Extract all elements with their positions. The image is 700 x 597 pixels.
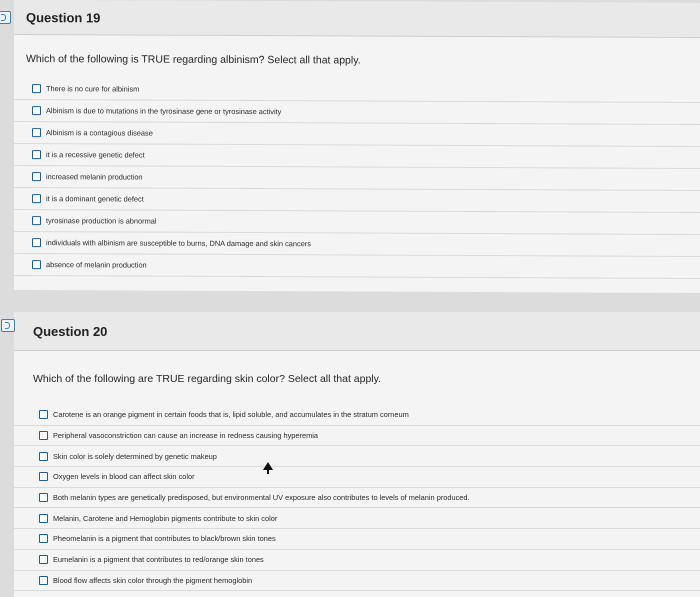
checkbox[interactable]	[39, 472, 48, 481]
checkbox[interactable]	[39, 514, 48, 523]
collapse-icon[interactable]	[1, 319, 15, 332]
checkbox[interactable]	[39, 493, 48, 502]
option-label: absence of melanin production	[46, 260, 147, 270]
option-label: Oxygen levels in blood can affect skin color	[53, 472, 195, 482]
q20-option[interactable]	[14, 405, 700, 426]
checkbox[interactable]	[32, 84, 41, 93]
option-label: tyrosinase production is abnormal	[46, 216, 157, 226]
option-label: There is no cure for albinism	[46, 84, 140, 94]
option-label: Blood flow affects skin color through the pigment hemoglobin	[53, 575, 253, 585]
question-20-panel	[14, 312, 700, 597]
collapse-icon[interactable]	[0, 11, 11, 24]
checkbox[interactable]	[32, 260, 41, 269]
question-19-header	[14, 0, 700, 38]
option-label: Albinism is due to mutations in the tyrosinase gene or tyrosinase activity	[46, 106, 282, 117]
q20-option[interactable]	[14, 467, 700, 488]
option-label: Albinism is a contagious disease	[46, 128, 153, 138]
q19-option[interactable]	[14, 188, 700, 213]
question-19-panel	[14, 0, 700, 293]
question-20-header	[14, 312, 700, 351]
q20-option[interactable]	[14, 550, 700, 571]
q20-option[interactable]	[14, 426, 700, 447]
mouse-cursor-icon	[263, 462, 273, 470]
question-20-title: Question 20	[33, 324, 108, 339]
question-20-options	[14, 405, 700, 591]
q20-option[interactable]	[14, 446, 700, 467]
q19-option[interactable]	[14, 254, 700, 279]
checkbox[interactable]	[32, 106, 41, 115]
q19-option[interactable]	[14, 166, 700, 191]
option-label: it is a recessive genetic defect	[46, 150, 145, 160]
option-label: Melanin, Carotene and Hemoglobin pigments contribute to skin color	[53, 513, 278, 523]
question-19-text: Which of the following is TRUE regarding albinism? Select all that apply.	[26, 53, 361, 67]
q19-option[interactable]	[14, 100, 700, 125]
checkbox[interactable]	[39, 410, 48, 419]
q19-option[interactable]	[14, 232, 700, 257]
q20-option[interactable]	[14, 529, 700, 550]
option-label: Carotene is an orange pigment in certain foods that is, lipid soluble, and accumulates in the stratum corneum	[53, 410, 409, 420]
checkbox[interactable]	[32, 172, 41, 181]
option-label: Both melanin types are genetically predisposed, but environmental UV exposure also contributes to levels of melanin produced.	[53, 493, 470, 503]
question-19-title: Question 19	[26, 10, 101, 26]
q19-option[interactable]	[14, 210, 700, 235]
option-label: Peripheral vasoconstriction can cause an increase in redness causing hyperemia	[53, 431, 318, 441]
q19-option[interactable]	[14, 78, 700, 103]
q19-option[interactable]	[14, 144, 700, 169]
q20-option[interactable]	[14, 571, 700, 592]
option-label: Eumelanin is a pigment that contributes to red/orange skin tones	[53, 555, 264, 565]
question-19-options	[14, 78, 700, 279]
q20-option[interactable]	[14, 488, 700, 509]
option-label: individuals with albinism are susceptible to burns, DNA damage and skin cancers	[46, 238, 311, 249]
checkbox[interactable]	[39, 452, 48, 461]
option-label: it is a dominant genetic defect	[46, 194, 144, 204]
checkbox[interactable]	[32, 150, 41, 159]
checkbox[interactable]	[32, 128, 41, 137]
checkbox[interactable]	[39, 431, 48, 440]
checkbox[interactable]	[39, 534, 48, 543]
checkbox[interactable]	[32, 216, 41, 225]
checkbox[interactable]	[32, 238, 41, 247]
option-label: increased melanin production	[46, 172, 143, 182]
checkbox[interactable]	[32, 194, 41, 203]
q19-option[interactable]	[14, 122, 700, 147]
option-label: Skin color is solely determined by genetic makeup	[53, 451, 217, 461]
checkbox[interactable]	[39, 555, 48, 564]
question-20-text: Which of the following are TRUE regarding skin color? Select all that apply.	[33, 373, 382, 385]
checkbox[interactable]	[39, 576, 48, 585]
q20-option[interactable]	[14, 508, 700, 529]
option-label: Pheomelanin is a pigment that contributes to black/brown skin tones	[53, 534, 276, 544]
